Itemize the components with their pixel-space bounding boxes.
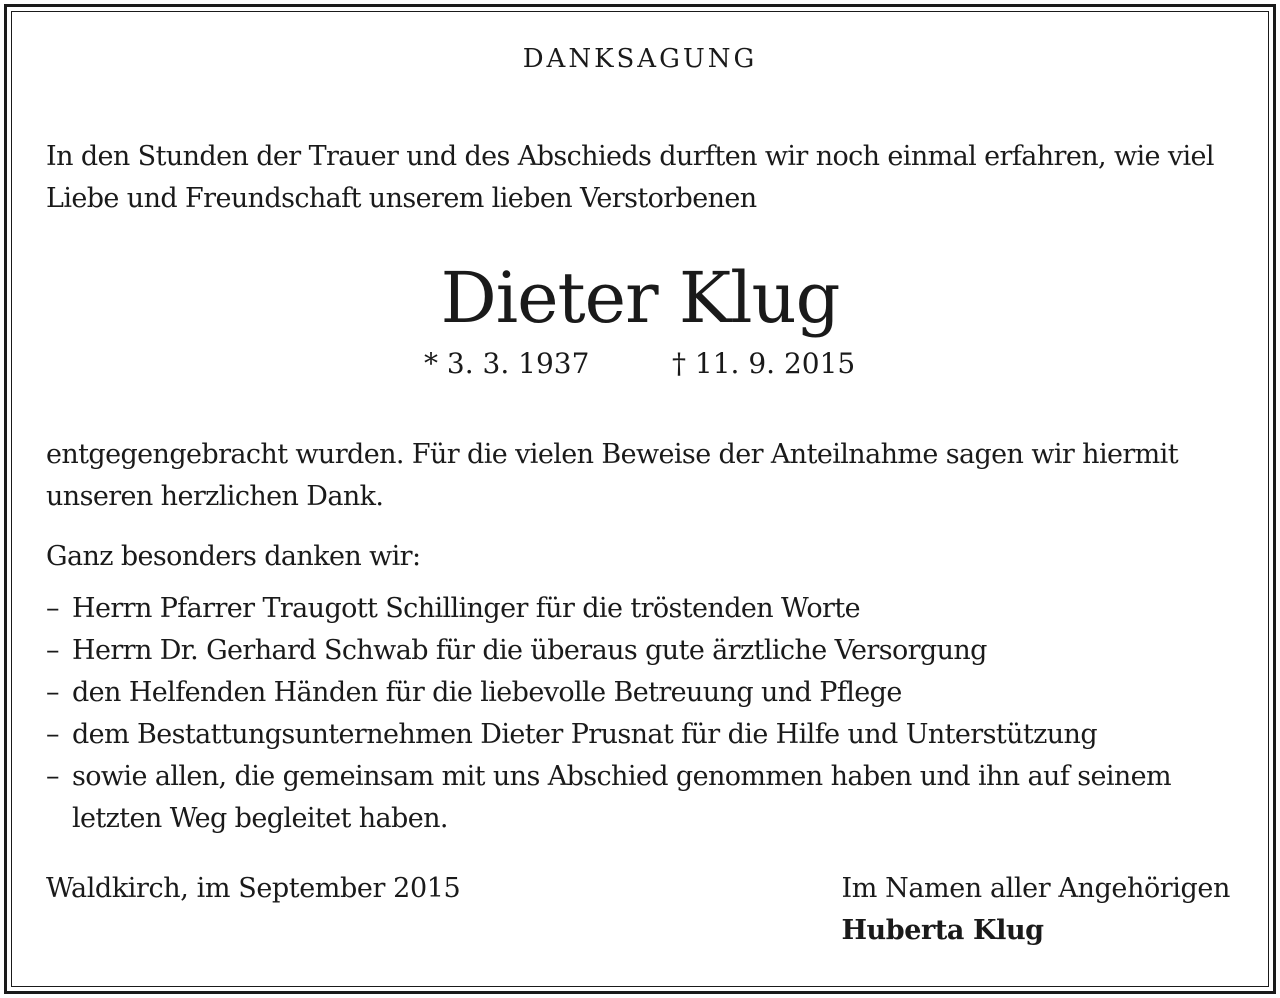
list-marker: – [46, 593, 59, 624]
list-item [46, 714, 1236, 756]
intro-paragraph: In den Stunden der Trauer und des Abschieds durften wir noch einmal erfahren, wie viel Liebe und Freundschaft unserem lieben Verstorbenen [46, 141, 1214, 214]
list-marker: – [46, 719, 59, 750]
signature-line: Im Namen aller Angehörigen [841, 873, 1230, 904]
list-item-text: sowie allen, die gemeinsam mit uns Abschied genommen haben und ihn auf seinem letzten Weg begleitet haben. [72, 761, 1172, 834]
special-thanks-list [46, 588, 1236, 840]
list-item-text: Herrn Pfarrer Traugott Schillinger für die tröstenden Worte [72, 593, 860, 624]
birth-date: * 3. 3. 1937 [424, 347, 590, 380]
death-date: † 11. 9. 2015 [672, 347, 856, 380]
list-item-text: Herrn Dr. Gerhard Schwab für die überaus gute ärztliche Versorgung [72, 635, 987, 666]
list-marker: – [46, 761, 59, 792]
notice-heading: DANKSAGUNG [522, 44, 758, 74]
list-item [46, 630, 1236, 672]
special-thanks-intro: Ganz besonders danken wir: [46, 541, 421, 572]
list-marker: – [46, 677, 59, 708]
list-item [46, 756, 1236, 840]
list-item-text: den Helfenden Händen für die liebevolle Betreuung und Pflege [72, 677, 902, 708]
place-and-date: Waldkirch, im September 2015 [46, 873, 461, 904]
list-item [46, 672, 1236, 714]
thanks-paragraph: entgegengebracht wurden. Für die vielen Beweise der Anteilnahme sagen wir hiermit unseren herzlichen Dank. [46, 439, 1178, 512]
signer-name: Huberta Klug [841, 915, 1044, 946]
deceased-name: Dieter Klug [440, 257, 840, 339]
list-item-text: dem Bestattungsunternehmen Dieter Prusnat für die Hilfe und Unterstützung [72, 719, 1098, 750]
signature-block [841, 868, 1230, 952]
list-item [46, 588, 1236, 630]
list-marker: – [46, 635, 59, 666]
